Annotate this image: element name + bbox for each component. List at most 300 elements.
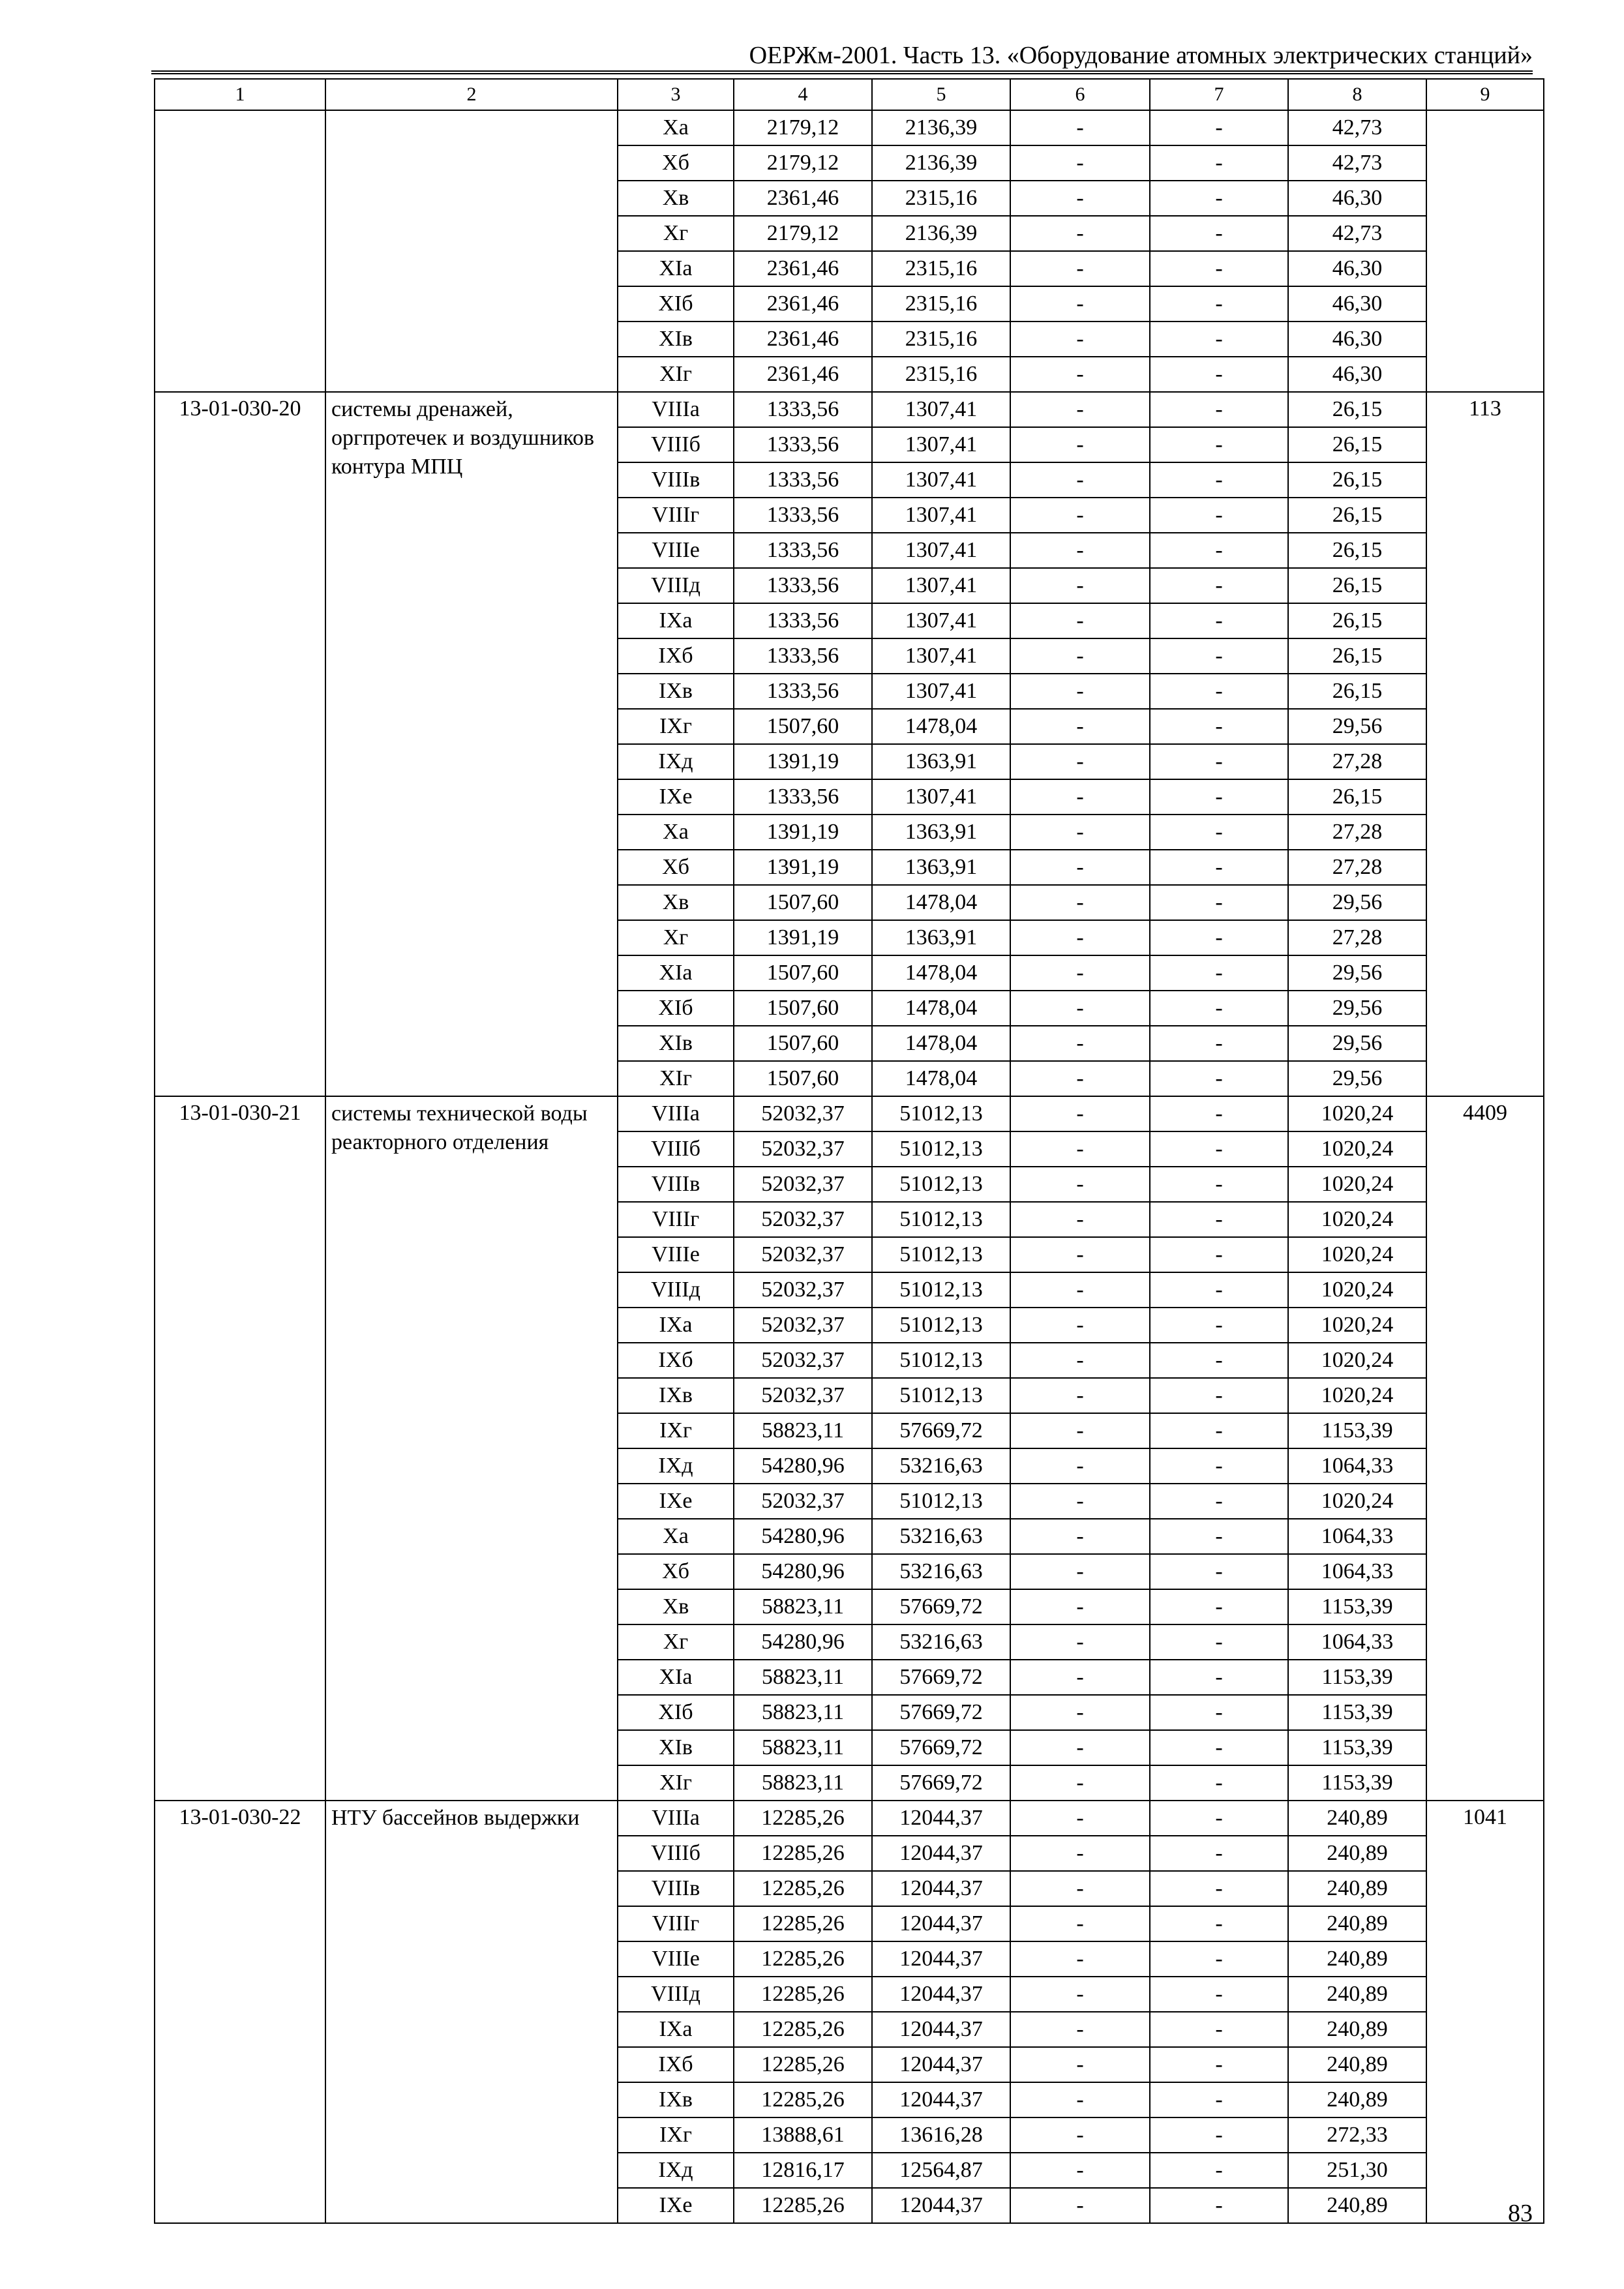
table-cell-col5: 51012,13 <box>872 1484 1010 1519</box>
table-cell-col3: VIIIв <box>618 462 734 498</box>
table-cell-col6: - <box>1010 357 1150 392</box>
table-cell-col8: 1064,33 <box>1288 1554 1426 1589</box>
table-cell-col7: - <box>1150 1061 1288 1096</box>
table-cell-col8: 26,15 <box>1288 638 1426 674</box>
table-cell-col4: 12285,26 <box>734 1836 872 1871</box>
table-cell-col5: 51012,13 <box>872 1343 1010 1378</box>
table-cell-col7: - <box>1150 779 1288 815</box>
table-cell-col4: 2179,12 <box>734 145 872 181</box>
table-cell-col7: - <box>1150 1413 1288 1448</box>
table-cell-col6: - <box>1010 462 1150 498</box>
table-cell-col8: 26,15 <box>1288 392 1426 427</box>
table-cell-col4: 58823,11 <box>734 1660 872 1695</box>
table-cell-col3: Хг <box>618 920 734 955</box>
table-cell-col3: Ха <box>618 815 734 850</box>
table-cell-col4: 1333,56 <box>734 603 872 638</box>
table-cell-col8: 240,89 <box>1288 1801 1426 1836</box>
table-cell-col6: - <box>1010 1519 1150 1554</box>
table-cell-col4: 2361,46 <box>734 322 872 357</box>
item-name-cell: системы технической воды реакторного отделения <box>325 1096 618 1801</box>
table-cell-col3: VIIIа <box>618 392 734 427</box>
table-cell-col8: 1153,39 <box>1288 1730 1426 1765</box>
table-cell-col8: 240,89 <box>1288 2047 1426 2082</box>
table-cell-col5: 1363,91 <box>872 850 1010 885</box>
table-cell-col7: - <box>1150 216 1288 251</box>
table-cell-col8: 27,28 <box>1288 815 1426 850</box>
table-cell-col4: 1507,60 <box>734 1061 872 1096</box>
item-code-cell: 13-01-030-20 <box>155 392 325 1096</box>
table-cell-col4: 58823,11 <box>734 1695 872 1730</box>
table-cell-col7: - <box>1150 1484 1288 1519</box>
table-cell-col3: IХв <box>618 674 734 709</box>
table-row <box>155 110 1544 145</box>
column-header: 7 <box>1150 79 1288 110</box>
table-cell-col5: 2315,16 <box>872 322 1010 357</box>
table-cell-col7: - <box>1150 1308 1288 1343</box>
table-cell-col7: - <box>1150 1624 1288 1660</box>
table-cell-col4: 52032,37 <box>734 1096 872 1131</box>
table-cell-col7: - <box>1150 1730 1288 1765</box>
table-cell-col7: - <box>1150 533 1288 568</box>
table-body <box>155 110 1544 2223</box>
table-cell-col3: IХб <box>618 1343 734 1378</box>
table-cell-col3: VIIIа <box>618 1801 734 1836</box>
table-cell-col3: IХе <box>618 1484 734 1519</box>
table-cell-col8: 1153,39 <box>1288 1695 1426 1730</box>
table-cell-col5: 1478,04 <box>872 955 1010 991</box>
table-cell-col5: 1307,41 <box>872 427 1010 462</box>
table-cell-col6: - <box>1010 1026 1150 1061</box>
column-header: 4 <box>734 79 872 110</box>
table-cell-col7: - <box>1150 1448 1288 1484</box>
table-cell-col6: - <box>1010 2012 1150 2047</box>
table-cell-col4: 52032,37 <box>734 1378 872 1413</box>
table-cell-col3: VIIIе <box>618 1941 734 1977</box>
table-cell-col7: - <box>1150 1765 1288 1801</box>
table-cell-col7: - <box>1150 2188 1288 2223</box>
table-cell-col5: 1307,41 <box>872 533 1010 568</box>
table-cell-col4: 1333,56 <box>734 462 872 498</box>
table-cell-col3: Хб <box>618 850 734 885</box>
table-cell-col8: 240,89 <box>1288 1941 1426 1977</box>
table-cell-col3: IХа <box>618 603 734 638</box>
table-cell-col8: 26,15 <box>1288 674 1426 709</box>
table-cell-col4: 1391,19 <box>734 815 872 850</box>
table-cell-col8: 26,15 <box>1288 603 1426 638</box>
table-cell-col8: 1020,24 <box>1288 1237 1426 1272</box>
table-cell-col4: 52032,37 <box>734 1167 872 1202</box>
table-cell-col6: - <box>1010 1765 1150 1801</box>
table-cell-col5: 1307,41 <box>872 779 1010 815</box>
table-cell-col7: - <box>1150 1660 1288 1695</box>
table-cell-col6: - <box>1010 2047 1150 2082</box>
table-cell-col5: 57669,72 <box>872 1589 1010 1624</box>
table-cell-col5: 1307,41 <box>872 568 1010 603</box>
table-cell-col7: - <box>1150 357 1288 392</box>
table-cell-col6: - <box>1010 1695 1150 1730</box>
table-cell-col4: 12816,17 <box>734 2153 872 2188</box>
table-cell-col7: - <box>1150 1343 1288 1378</box>
table-cell-col3: VIIIа <box>618 1096 734 1131</box>
table-cell-col3: VIIIд <box>618 1977 734 2012</box>
table-cell-col4: 2361,46 <box>734 181 872 216</box>
table-cell-col5: 12044,37 <box>872 1801 1010 1836</box>
table-cell-col4: 1391,19 <box>734 850 872 885</box>
table-cell-col7: - <box>1150 1554 1288 1589</box>
table-cell-col3: ХIг <box>618 1061 734 1096</box>
table-cell-col3: Хг <box>618 216 734 251</box>
table-cell-col8: 1020,24 <box>1288 1343 1426 1378</box>
table-cell-col5: 12044,37 <box>872 1977 1010 2012</box>
table-cell-col6: - <box>1010 1343 1150 1378</box>
table-cell-col6: - <box>1010 955 1150 991</box>
table-cell-col3: ХIв <box>618 322 734 357</box>
table-cell-col4: 2179,12 <box>734 216 872 251</box>
table-cell-col8: 26,15 <box>1288 779 1426 815</box>
table-cell-col3: IХв <box>618 1378 734 1413</box>
table-cell-col8: 240,89 <box>1288 1871 1426 1906</box>
table-cell-col3: ХIв <box>618 1026 734 1061</box>
table-cell-col7: - <box>1150 744 1288 779</box>
table-cell-col8: 240,89 <box>1288 1836 1426 1871</box>
table-cell-col8: 1020,24 <box>1288 1096 1426 1131</box>
table-cell-col4: 12285,26 <box>734 2188 872 2223</box>
table-cell-col7: - <box>1150 1131 1288 1167</box>
column-header: 3 <box>618 79 734 110</box>
table-cell-col4: 58823,11 <box>734 1765 872 1801</box>
table-cell-col5: 53216,63 <box>872 1448 1010 1484</box>
table-cell-col3: VIIIб <box>618 1131 734 1167</box>
table-cell-col3: ХIб <box>618 286 734 322</box>
table-cell-col6: - <box>1010 1378 1150 1413</box>
table-cell-col4: 12285,26 <box>734 1871 872 1906</box>
table-cell-col7: - <box>1150 1378 1288 1413</box>
table-cell-col6: - <box>1010 498 1150 533</box>
table-cell-col6: - <box>1010 674 1150 709</box>
table-cell-col4: 54280,96 <box>734 1519 872 1554</box>
column-header: 8 <box>1288 79 1426 110</box>
table-cell-col8: 1153,39 <box>1288 1660 1426 1695</box>
table-cell-col8: 26,15 <box>1288 427 1426 462</box>
table-cell-col6: - <box>1010 1871 1150 1906</box>
page-number: 83 <box>1508 2200 1533 2227</box>
price-table <box>154 78 1544 2224</box>
table-cell-col4: 52032,37 <box>734 1272 872 1308</box>
table-cell-col4: 52032,37 <box>734 1484 872 1519</box>
table-cell-col5: 1478,04 <box>872 1061 1010 1096</box>
table-cell-col9: 113 <box>1426 392 1544 1096</box>
table-cell-col7: - <box>1150 110 1288 145</box>
table-cell-col7: - <box>1150 2153 1288 2188</box>
table-cell-col7: - <box>1150 1237 1288 1272</box>
table-cell-col3: VIIIб <box>618 1836 734 1871</box>
table-cell-col4: 1333,56 <box>734 498 872 533</box>
table-cell-col5: 12044,37 <box>872 1941 1010 1977</box>
table-cell-col3: IХд <box>618 744 734 779</box>
table-cell-col8: 42,73 <box>1288 110 1426 145</box>
table-cell-col3: VIIIг <box>618 1202 734 1237</box>
table-cell-col8: 29,56 <box>1288 955 1426 991</box>
table-cell-col6: - <box>1010 885 1150 920</box>
table-cell-col3: Хг <box>618 1624 734 1660</box>
table-cell-col5: 1307,41 <box>872 392 1010 427</box>
table-cell-col8: 251,30 <box>1288 2153 1426 2188</box>
table-cell-col4: 2361,46 <box>734 251 872 286</box>
table-cell-col5: 57669,72 <box>872 1413 1010 1448</box>
table-cell-col8: 1064,33 <box>1288 1624 1426 1660</box>
table-cell-col4: 1507,60 <box>734 1026 872 1061</box>
table-cell-col8: 1020,24 <box>1288 1378 1426 1413</box>
table-cell-col8: 240,89 <box>1288 2082 1426 2117</box>
table-cell-col3: VIIIд <box>618 1272 734 1308</box>
table-cell-col4: 1333,56 <box>734 779 872 815</box>
table-cell-col5: 2315,16 <box>872 251 1010 286</box>
table-cell-col6: - <box>1010 251 1150 286</box>
table-cell-col6: - <box>1010 110 1150 145</box>
table-cell-col7: - <box>1150 1836 1288 1871</box>
table-cell-col7: - <box>1150 1272 1288 1308</box>
table-cell-col5: 1363,91 <box>872 815 1010 850</box>
table-cell-col5: 1307,41 <box>872 674 1010 709</box>
table-cell-col3: IХд <box>618 1448 734 1484</box>
table-cell-col8: 272,33 <box>1288 2117 1426 2153</box>
table-cell-col8: 240,89 <box>1288 1906 1426 1941</box>
table-cell-col6: - <box>1010 709 1150 744</box>
table-cell-col8: 46,30 <box>1288 357 1426 392</box>
table-cell-col7: - <box>1150 955 1288 991</box>
table-cell-col4: 1507,60 <box>734 991 872 1026</box>
table-cell-col4: 12285,26 <box>734 1941 872 1977</box>
table-cell-col9: 1041 <box>1426 1801 1544 2223</box>
table-cell-col5: 2136,39 <box>872 216 1010 251</box>
table-cell-col9 <box>1426 110 1544 392</box>
table-cell-col8: 27,28 <box>1288 850 1426 885</box>
table-cell-col3: IХб <box>618 2047 734 2082</box>
table-cell-col5: 51012,13 <box>872 1167 1010 1202</box>
table-cell-col7: - <box>1150 991 1288 1026</box>
table-cell-col4: 58823,11 <box>734 1730 872 1765</box>
table-cell-col6: - <box>1010 2082 1150 2117</box>
table-cell-col7: - <box>1150 1695 1288 1730</box>
table-cell-col3: Хв <box>618 181 734 216</box>
table-cell-col3: ХIв <box>618 1730 734 1765</box>
table-cell-col7: - <box>1150 145 1288 181</box>
table-cell-col6: - <box>1010 1202 1150 1237</box>
table-cell-col7: - <box>1150 2012 1288 2047</box>
table-cell-col3: ХIг <box>618 357 734 392</box>
table-cell-col7: - <box>1150 1589 1288 1624</box>
table-cell-col7: - <box>1150 638 1288 674</box>
table-cell-col4: 54280,96 <box>734 1624 872 1660</box>
table-cell-col4: 52032,37 <box>734 1237 872 1272</box>
table-cell-col5: 12044,37 <box>872 2047 1010 2082</box>
table-cell-col7: - <box>1150 709 1288 744</box>
table-cell-col6: - <box>1010 1977 1150 2012</box>
table-cell-col5: 51012,13 <box>872 1096 1010 1131</box>
table-cell-col5: 1478,04 <box>872 885 1010 920</box>
table-cell-col7: - <box>1150 1202 1288 1237</box>
table-cell-col5: 53216,63 <box>872 1519 1010 1554</box>
table-cell-col6: - <box>1010 286 1150 322</box>
table-cell-col3: VIIIд <box>618 568 734 603</box>
item-code-cell: 13-01-030-22 <box>155 1801 325 2223</box>
table-cell-col5: 53216,63 <box>872 1554 1010 1589</box>
table-cell-col3: Хб <box>618 145 734 181</box>
table-cell-col7: - <box>1150 674 1288 709</box>
table-cell-col7: - <box>1150 322 1288 357</box>
table-cell-col6: - <box>1010 1589 1150 1624</box>
table-cell-col5: 51012,13 <box>872 1237 1010 1272</box>
table-cell-col6: - <box>1010 1096 1150 1131</box>
table-cell-col6: - <box>1010 181 1150 216</box>
table-cell-col4: 54280,96 <box>734 1554 872 1589</box>
table-cell-col3: VIIIб <box>618 427 734 462</box>
table-cell-col5: 51012,13 <box>872 1308 1010 1343</box>
table-cell-col7: - <box>1150 568 1288 603</box>
table-cell-col4: 58823,11 <box>734 1413 872 1448</box>
table-cell-col5: 12044,37 <box>872 2082 1010 2117</box>
table-cell-col5: 1363,91 <box>872 920 1010 955</box>
table-cell-col3: ХIб <box>618 1695 734 1730</box>
table-cell-col7: - <box>1150 181 1288 216</box>
table-cell-col8: 26,15 <box>1288 533 1426 568</box>
table-cell-col6: - <box>1010 1836 1150 1871</box>
table-cell-col8: 29,56 <box>1288 1061 1426 1096</box>
table-cell-col7: - <box>1150 2047 1288 2082</box>
table-cell-col6: - <box>1010 779 1150 815</box>
table-cell-col4: 2361,46 <box>734 357 872 392</box>
table-cell-col8: 26,15 <box>1288 568 1426 603</box>
table-cell-col3: VIIIв <box>618 1871 734 1906</box>
table-cell-col5: 2315,16 <box>872 286 1010 322</box>
table-cell-col6: - <box>1010 1272 1150 1308</box>
table-cell-col4: 1333,56 <box>734 638 872 674</box>
table-cell-col6: - <box>1010 2188 1150 2223</box>
table-cell-col4: 2361,46 <box>734 286 872 322</box>
table-cell-col4: 1333,56 <box>734 427 872 462</box>
table-cell-col4: 1391,19 <box>734 920 872 955</box>
table-cell-col8: 1020,24 <box>1288 1308 1426 1343</box>
table-cell-col3: IХг <box>618 709 734 744</box>
item-name-cell: НТУ бассейнов выдержки <box>325 1801 618 2223</box>
column-number-row <box>155 79 1544 110</box>
table-cell-col5: 51012,13 <box>872 1378 1010 1413</box>
column-header: 1 <box>155 79 325 110</box>
table-cell-col5: 1307,41 <box>872 462 1010 498</box>
table-cell-col3: IХа <box>618 2012 734 2047</box>
table-cell-col4: 1333,56 <box>734 568 872 603</box>
table-cell-col5: 1478,04 <box>872 709 1010 744</box>
item-code-cell <box>155 110 325 392</box>
table-cell-col3: Ха <box>618 1519 734 1554</box>
table-cell-col6: - <box>1010 392 1150 427</box>
table-cell-col8: 1020,24 <box>1288 1202 1426 1237</box>
table-cell-col3: IХг <box>618 1413 734 1448</box>
table-cell-col4: 52032,37 <box>734 1343 872 1378</box>
table-cell-col3: IХд <box>618 2153 734 2188</box>
table-cell-col6: - <box>1010 145 1150 181</box>
table-cell-col8: 1020,24 <box>1288 1131 1426 1167</box>
table-cell-col3: ХIа <box>618 1660 734 1695</box>
table-cell-col8: 1020,24 <box>1288 1167 1426 1202</box>
table-cell-col8: 27,28 <box>1288 744 1426 779</box>
table-cell-col6: - <box>1010 1167 1150 1202</box>
table-cell-col5: 1478,04 <box>872 1026 1010 1061</box>
table-cell-col5: 12044,37 <box>872 2012 1010 2047</box>
table-cell-col4: 52032,37 <box>734 1202 872 1237</box>
table-cell-col6: - <box>1010 815 1150 850</box>
table-cell-col6: - <box>1010 850 1150 885</box>
table-cell-col6: - <box>1010 1484 1150 1519</box>
table-cell-col3: IХе <box>618 2188 734 2223</box>
table-row <box>155 1096 1544 1131</box>
table-cell-col5: 57669,72 <box>872 1695 1010 1730</box>
table-cell-col5: 12044,37 <box>872 2188 1010 2223</box>
table-cell-col8: 27,28 <box>1288 920 1426 955</box>
table-cell-col8: 240,89 <box>1288 2188 1426 2223</box>
table-cell-col3: Хв <box>618 1589 734 1624</box>
column-header: 2 <box>325 79 618 110</box>
table-cell-col6: - <box>1010 533 1150 568</box>
table-cell-col3: VIIIе <box>618 533 734 568</box>
table-cell-col5: 1363,91 <box>872 744 1010 779</box>
table-cell-col3: VIIIг <box>618 1906 734 1941</box>
table-cell-col8: 240,89 <box>1288 2012 1426 2047</box>
table-cell-col4: 12285,26 <box>734 2082 872 2117</box>
running-header: ОЕРЖм-2001. Часть 13. «Оборудование атомных электрических станций» <box>151 38 1533 74</box>
table-cell-col6: - <box>1010 1061 1150 1096</box>
table-cell-col8: 26,15 <box>1288 462 1426 498</box>
table-cell-col4: 52032,37 <box>734 1131 872 1167</box>
table-cell-col7: - <box>1150 1871 1288 1906</box>
item-name-cell <box>325 110 618 392</box>
table-cell-col3: Ха <box>618 110 734 145</box>
table-cell-col5: 1478,04 <box>872 991 1010 1026</box>
table-cell-col7: - <box>1150 286 1288 322</box>
table-cell-col4: 1333,56 <box>734 674 872 709</box>
table-cell-col5: 57669,72 <box>872 1730 1010 1765</box>
table-cell-col6: - <box>1010 1906 1150 1941</box>
table-cell-col6: - <box>1010 568 1150 603</box>
table-cell-col3: ХIг <box>618 1765 734 1801</box>
table-cell-col4: 52032,37 <box>734 1308 872 1343</box>
table-cell-col5: 51012,13 <box>872 1131 1010 1167</box>
table-cell-col7: - <box>1150 251 1288 286</box>
table-cell-col8: 42,73 <box>1288 145 1426 181</box>
table-cell-col5: 1307,41 <box>872 603 1010 638</box>
table-cell-col3: ХIа <box>618 955 734 991</box>
table-cell-col3: ХIб <box>618 991 734 1026</box>
table-cell-col6: - <box>1010 322 1150 357</box>
table-cell-col8: 29,56 <box>1288 991 1426 1026</box>
table-cell-col3: VIIIе <box>618 1237 734 1272</box>
table-cell-col6: - <box>1010 744 1150 779</box>
table-cell-col6: - <box>1010 1237 1150 1272</box>
column-header: 9 <box>1426 79 1544 110</box>
table-cell-col6: - <box>1010 1801 1150 1836</box>
table-cell-col8: 29,56 <box>1288 709 1426 744</box>
table-cell-col4: 2179,12 <box>734 110 872 145</box>
table-cell-col8: 1064,33 <box>1288 1519 1426 1554</box>
table-cell-col4: 12285,26 <box>734 1977 872 2012</box>
table-cell-col6: - <box>1010 2153 1150 2188</box>
table-cell-col8: 1064,33 <box>1288 1448 1426 1484</box>
table-cell-col5: 12044,37 <box>872 1836 1010 1871</box>
table-cell-col5: 51012,13 <box>872 1272 1010 1308</box>
table-cell-col6: - <box>1010 603 1150 638</box>
table-cell-col6: - <box>1010 1554 1150 1589</box>
table-cell-col7: - <box>1150 1167 1288 1202</box>
